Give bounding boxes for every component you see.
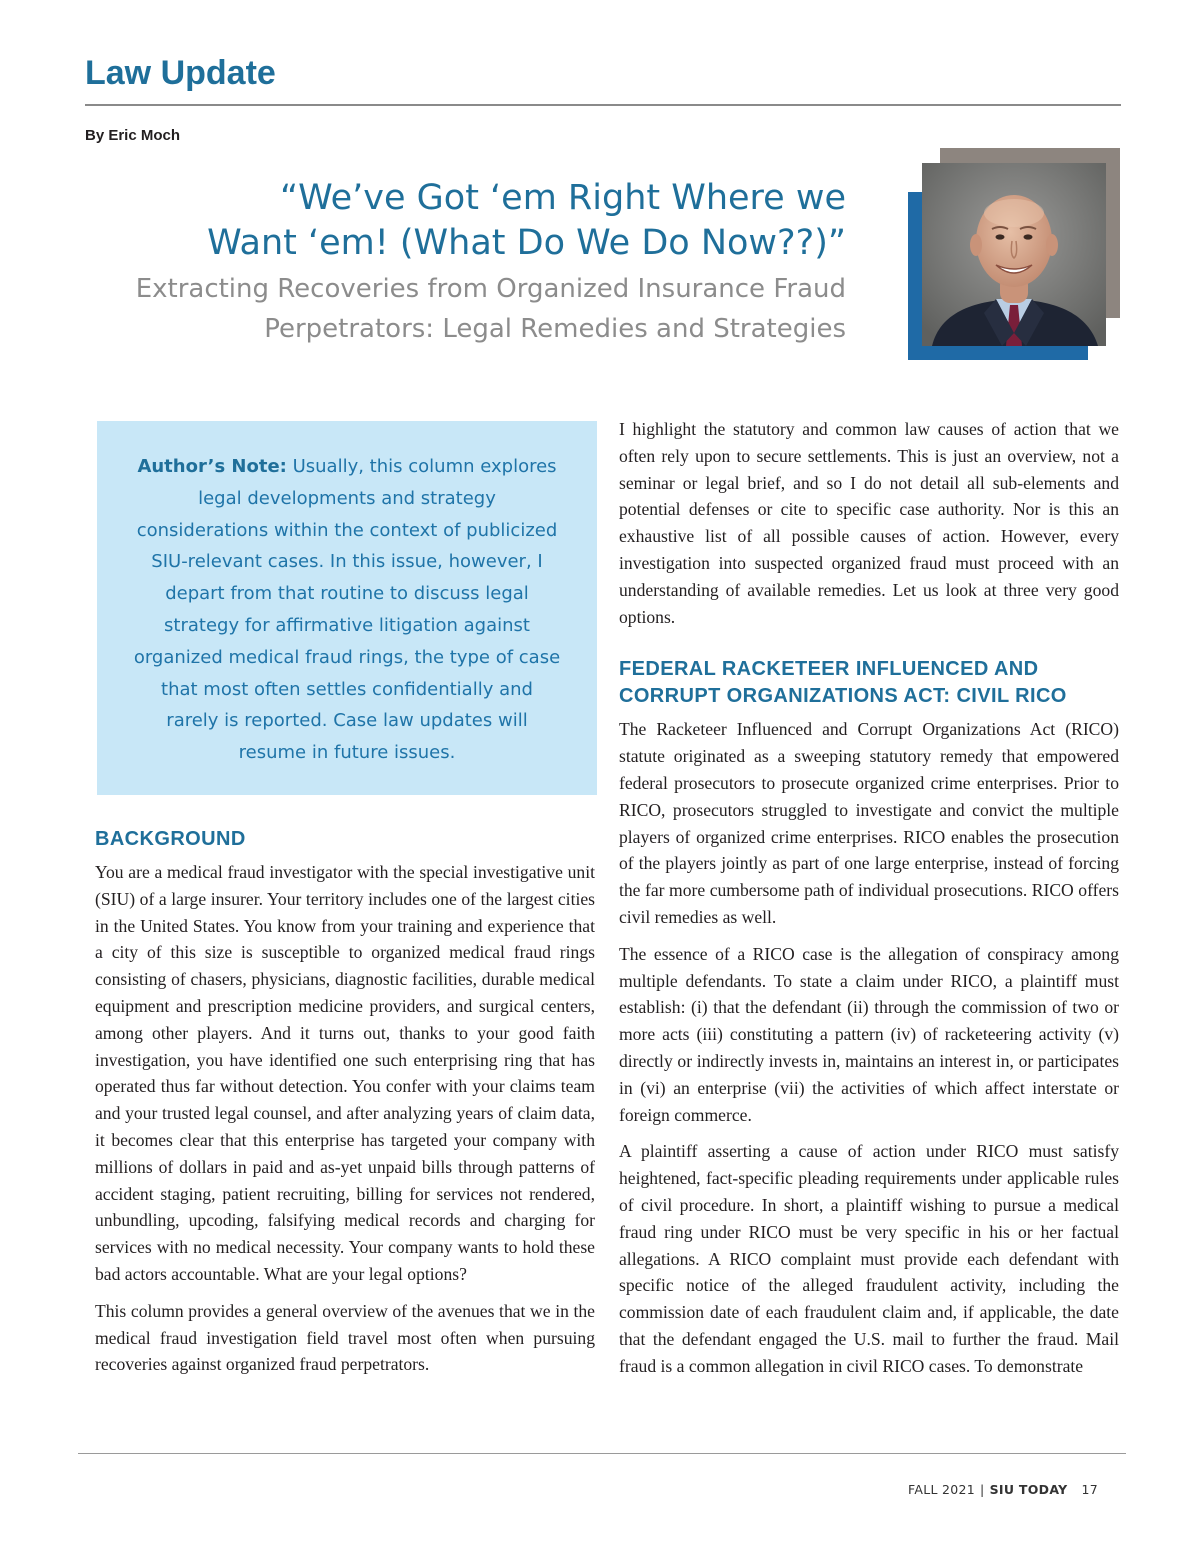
background-paragraph-1: You are a medical fraud investigator with the special investigative unit (SIU) of a large insurer. Your territory includes one of the largest cities in the United States. You know from your training and experience that a city of this size is susceptible to organized medical fraud rings consisting of chasers, physicians, diagnostic facilities, durable medical equipment and prescription medicine providers, and surgical centers, among other players. And it turns out, thanks to your good faith investigation, you have identified one such enterprising ring that has operated thus far without detection. You confer with your claims team and your trusted legal counsel, and after analyzing years of claim data, it becomes clear that this enterprise has targeted your company with millions of dollars in paid and as-yet unpaid bills through patterns of accident staging, patient recruiting, billing for services not rendered, unbundling, upcoding, falsifying medical records and charging for services with no medical necessity. Your company wants to hold these bad actors accountable. What are your legal options? <box>95 862 595 1284</box>
article-subtitle <box>100 269 846 349</box>
page-footer <box>908 1482 1098 1497</box>
article-headline <box>100 176 846 349</box>
rico-paragraph-1: The Racketeer Influenced and Corrupt Organizations Act (RICO) statute originated as a sweeping statutory remedy that empowered federal prosecutors to prosecute organized crime enterprises. Prior to RICO, prosecutors struggled to investigate and convict the multiple players of organized crime enterprises. RICO enables the prosecution of the players jointly as part of one large enterprise, instead of forcing the far more cumbersome path of individual prosecutions. RICO offers civil remedies as well. <box>619 719 1119 927</box>
footer-separator: | <box>980 1482 985 1497</box>
background-heading: BACKGROUND <box>95 828 246 850</box>
right-column <box>619 416 1119 1390</box>
rico-heading: FEDERAL RACKETEER INFLUENCED AND CORRUPT ORGANIZATIONS ACT: CIVIL RICO <box>619 658 1067 708</box>
article-subtitle-line-1: Extracting Recoveries from Organized Insurance Fraud <box>135 274 846 304</box>
author-photo <box>922 163 1106 346</box>
rico-paragraph-3: A plaintiff asserting a cause of action under RICO must satisfy heightened, fact-specific pleading requirements under applicable rules of civil procedure. In short, a plaintiff wishing to pursue a medical fraud ring under RICO must be very specific in his or her factual allegations. A RICO complaint must provide each defendant with specific notice of the alleged fraudulent activity, including the commission date of each fraudulent claim and, if applicable, the date that the defendant engaged the U.S. mail to further the fraud. Mail fraud is a common allegation in civil RICO cases. To demonstrate <box>619 1141 1119 1376</box>
footer-divider <box>78 1453 1126 1454</box>
author-portrait-illustration <box>922 163 1106 346</box>
authors-note-box <box>97 421 597 795</box>
page-number: 17 <box>1081 1482 1098 1497</box>
footer-issue: FALL 2021 <box>908 1482 976 1497</box>
intro-paragraph: I highlight the statutory and common law causes of action that we often rely upon to secure settlements. This is just an overview, not a seminar or legal brief, and so I do not detail all sub-elements and potential defenses or cite to specific case authority. Nor is this an exhaustive list of all possible causes of action. However, every investigation into suspected organized fraud must proceed with an understanding of available remedies. Let us look at three very good options. <box>619 419 1119 627</box>
article-title-line-1: “We’ve Got ‘em Right Where we <box>279 178 846 218</box>
authors-note-label: Author’s Note: <box>137 456 287 477</box>
left-column <box>95 826 595 1388</box>
rico-paragraph-2: The essence of a RICO case is the allegation of conspiracy among multiple defendants. To state a claim under RICO, a plaintiff must establish: (i) that the defendant (ii) through the commission of two or more acts (iii) constituting a pattern (iv) of racketeering activity (v) directly or indirectly invests in, maintains an interest in, or participates in (vi) an enterprise (vii) the activities of which affect interstate or foreign commerce. <box>619 943 1119 1125</box>
background-paragraph-2: This column provides a general overview of the avenues that we in the medical fraud investigation field travel most often when pursuing recoveries against organized fraud perpetrators. <box>95 1300 595 1375</box>
section-title: Law Update <box>85 54 276 92</box>
authors-note-body: Usually, this column explores legal developments and strategy considerations within the context of publicized SIU-relevant cases. In this issue, however, I depart from that routine to discuss legal strategy for affirmative litigation against organized medical fraud rings, the type of case that most often settles confidentially and rarely is reported. Case law updates will resume in future issues. <box>133 456 561 764</box>
header-divider <box>85 104 1121 106</box>
author-photo-frame <box>908 148 1120 360</box>
authors-note-text <box>133 451 561 769</box>
article-title <box>100 176 846 266</box>
article-subtitle-line-2: Perpetrators: Legal Remedies and Strategies <box>264 314 846 344</box>
author-byline: By Eric Moch <box>85 127 181 144</box>
footer-magazine-name: SIU TODAY <box>989 1482 1068 1497</box>
article-title-line-2: Want ‘em! (What Do We Do Now??)” <box>207 223 846 263</box>
